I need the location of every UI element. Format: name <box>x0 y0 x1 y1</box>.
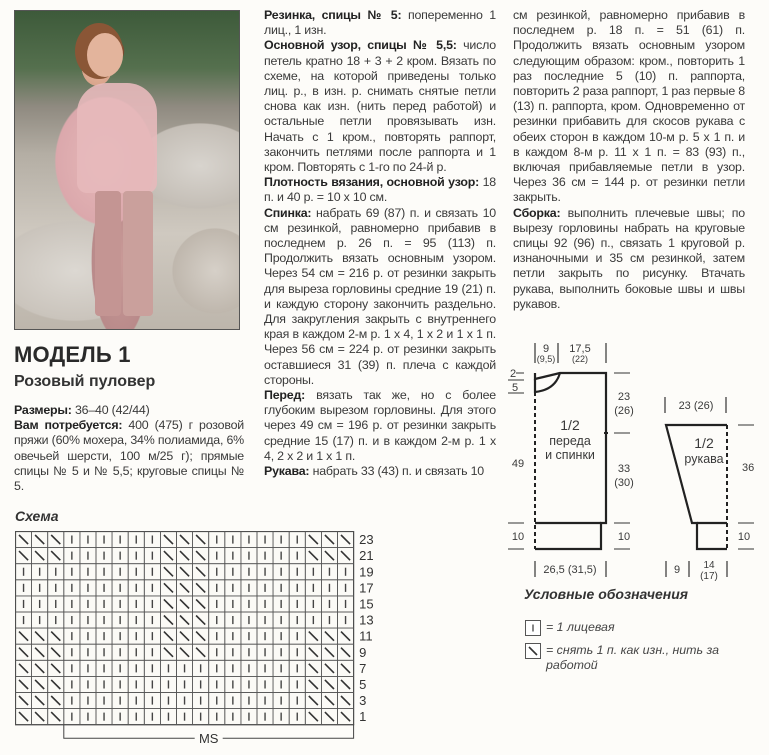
armhole-height-alt-label: (26) <box>614 405 634 417</box>
schematic-diagram <box>500 335 769 585</box>
model-subtitle: Розовый пуловер <box>14 373 156 390</box>
front-value: вязать так же, но с более глубоким вырезом горловины. Для этого через 49 см = 196 р. от резинки закрыть средние 15 (17) п. и в каждом 2-м р. 1 х 4, 2 х 2 и 1 х 1 п. <box>264 388 496 463</box>
body-label-line2: переда <box>549 434 591 448</box>
row-number-label: 11 <box>359 628 373 644</box>
row-number-label: 7 <box>359 660 367 676</box>
shoulder-width-alt-label: (22) <box>571 354 589 364</box>
legend-item-slip: = снять 1 п. как изн., нить за работой <box>546 643 719 672</box>
model-title: МОДЕЛЬ 1 <box>14 342 131 367</box>
sleeve-label-line2: рукава <box>684 452 724 466</box>
materials-label: Вам потребуется: <box>14 418 123 433</box>
row-number-label: 5 <box>359 677 367 692</box>
cuff-width-label: 14 <box>703 560 715 571</box>
sleeves-continued-paragraph: см резинкой, равномерно прибавив в последнем р. 18 п. = 51 (61) п. Продолжить вязать основным узором следующим образом: кром., повторить 1 раз последние 5 (10) п. раппорта, повторить 2 раза раппорт, 1 раз первые 8 (13) п. раппорта, кром. Одновременно от резинки прибавить для скосов рукава с обеих сторон в каждом 10-м р. 5 х 1 п. и в каждом 8-м р. 11 х 1 п. = 83 (93) п., включая прибавляемые петли в узор. Через 36 см = 144 р. от резинки петли закрыть. <box>513 8 745 205</box>
front-label: Перед: <box>264 388 306 403</box>
back-label: Спинка: <box>264 205 312 220</box>
sleeve-piece <box>665 397 754 582</box>
front-paragraph <box>264 388 496 464</box>
gauge-label: Плотность вязания, основной узор: <box>264 175 480 190</box>
assembly-label: Сборка: <box>513 205 561 220</box>
pattern-value: число петель кратно 18 + 3 + 2 кром. Вязать по схеме, на которой приведены только лиц. р., в изн. р. снимать снятые петли снова как изн. (нить перед работой) и остальные петли провязывать изн. Начать с 1 кром., повторять раппорт, закончить петлями после раппорта и 1 кром. Повторять с 1-го по 24-й р. <box>264 38 496 175</box>
instructions-column-right <box>513 8 745 312</box>
rib-label: Резинка, спицы № 5: <box>264 8 402 22</box>
legend-item-knit: = 1 лицевая <box>546 620 615 634</box>
row-number-label: 21 <box>359 548 374 564</box>
row-number-label: 9 <box>359 644 367 660</box>
shoulder-width-label: 17,5 <box>569 343 591 355</box>
schema-title: Схема <box>15 508 59 524</box>
materials-paragraph <box>14 418 244 494</box>
side-height-alt-label: (30) <box>614 477 634 489</box>
body-label-line3: и спинки <box>545 448 595 462</box>
slip-symbol-icon <box>525 643 541 659</box>
total-height-label: 49 <box>511 458 525 470</box>
assembly-paragraph <box>513 206 745 312</box>
sleeve-top-width-label: 23 (26) <box>678 400 714 412</box>
rib-height-left-label: 10 <box>511 531 525 543</box>
row-number-label: 17 <box>359 580 374 596</box>
cuff-offset-label: 9 <box>673 564 681 576</box>
instructions-column-middle <box>264 8 496 479</box>
model-photo <box>14 10 240 330</box>
neck-width-label: 9 <box>542 343 550 355</box>
sleeves-paragraph <box>264 464 496 479</box>
body-piece <box>508 343 634 577</box>
back-value: набрать 69 (87) п. и связать 10 см резинкой, равномерно прибавив в последнем р. 26 п. = 95 (113) п. Продолжить вязать основным узором. Через 54 см = 216 р. от резинки закрыть для выреза горловины средние 19 (21) п. и каждую сторону закончить раздельно. Для закругления закрыть с внутреннего края в каждом 2-м р. 1 х 4, 1 х 2 и 1 х 1 п. Через 56 см = 224 р. от резинки закрыть оставшиеся 31 (39) п. плеча с каждой стороны. <box>264 205 496 387</box>
back-paragraph <box>264 206 496 388</box>
body-label-line1: 1/2 <box>560 417 580 433</box>
armhole-height-label: 23 <box>617 391 631 403</box>
materials-value: 400 (475) г розовой пряжи (60% мохера, 34% полиамида, 6% овечьей шерсти, 100 м/25 г); прямые спицы № 5 и № 5,5; круговые спицы № 5. <box>14 418 244 494</box>
pattern-label: Основной узор, спицы № 5,5: <box>264 38 457 53</box>
rib-height-right-label: 10 <box>617 531 631 543</box>
gauge-value: 18 п. и 40 р. = 10 х 10 см. <box>264 175 496 205</box>
cuff-width-alt-label: (17) <box>700 571 718 582</box>
row-number-label: 13 <box>359 612 374 628</box>
sleeves-value: набрать 33 (43) п. и связать 10 <box>309 464 484 479</box>
neck-depth-front-label: 5 <box>512 382 519 394</box>
assembly-value: выполнить плечевые швы; по вырезу горловины набрать на круговые спицы 92 (96) п., связать 1 круговой р. изнаночными и 35 см резинкой, затем петли закрыть по рисунку. Втачать рукава, выполнить боковые швы и швы рукавов. <box>513 205 745 311</box>
row-number-label: 19 <box>359 564 374 580</box>
knit-symbol-icon <box>525 620 541 636</box>
stitch-chart <box>15 531 393 755</box>
row-number-label: 1 <box>359 709 367 725</box>
sleeve-height-label: 36 <box>742 462 755 474</box>
row-number-label: 3 <box>359 693 367 709</box>
pattern-paragraph <box>264 38 496 175</box>
legend-title: Условные обозначения <box>524 586 689 602</box>
sizes-value: 36–40 (42/44) <box>71 403 150 417</box>
sizes-paragraph <box>14 403 244 418</box>
rib-value: попеременно 1 лиц., 1 изн. <box>264 8 496 38</box>
sleeve-rib-right-label: 10 <box>737 531 751 543</box>
neck-depth-back-label: 2 <box>510 368 517 380</box>
row-number-label: 23 <box>359 532 374 548</box>
photo-trousers-left <box>95 191 121 316</box>
photo-trousers-right <box>123 191 153 316</box>
repeat-label: MS <box>198 731 219 747</box>
neck-width-alt-label: (9,5) <box>536 354 556 364</box>
row-number-label: 15 <box>359 596 374 612</box>
sizes-label: Размеры: <box>14 403 72 417</box>
sleeves-label: Рукава: <box>264 464 310 479</box>
photo-model-head <box>87 33 123 77</box>
body-width-label: 26,5 (31,5) <box>543 564 597 576</box>
gauge-paragraph <box>264 175 496 205</box>
sleeve-label-line1: 1/2 <box>694 435 714 451</box>
photo-pullover <box>77 83 157 193</box>
rib-paragraph <box>264 8 496 38</box>
stitch-chart-svg <box>15 531 393 750</box>
side-height-label: 33 <box>617 463 631 475</box>
materials-section <box>14 403 244 494</box>
